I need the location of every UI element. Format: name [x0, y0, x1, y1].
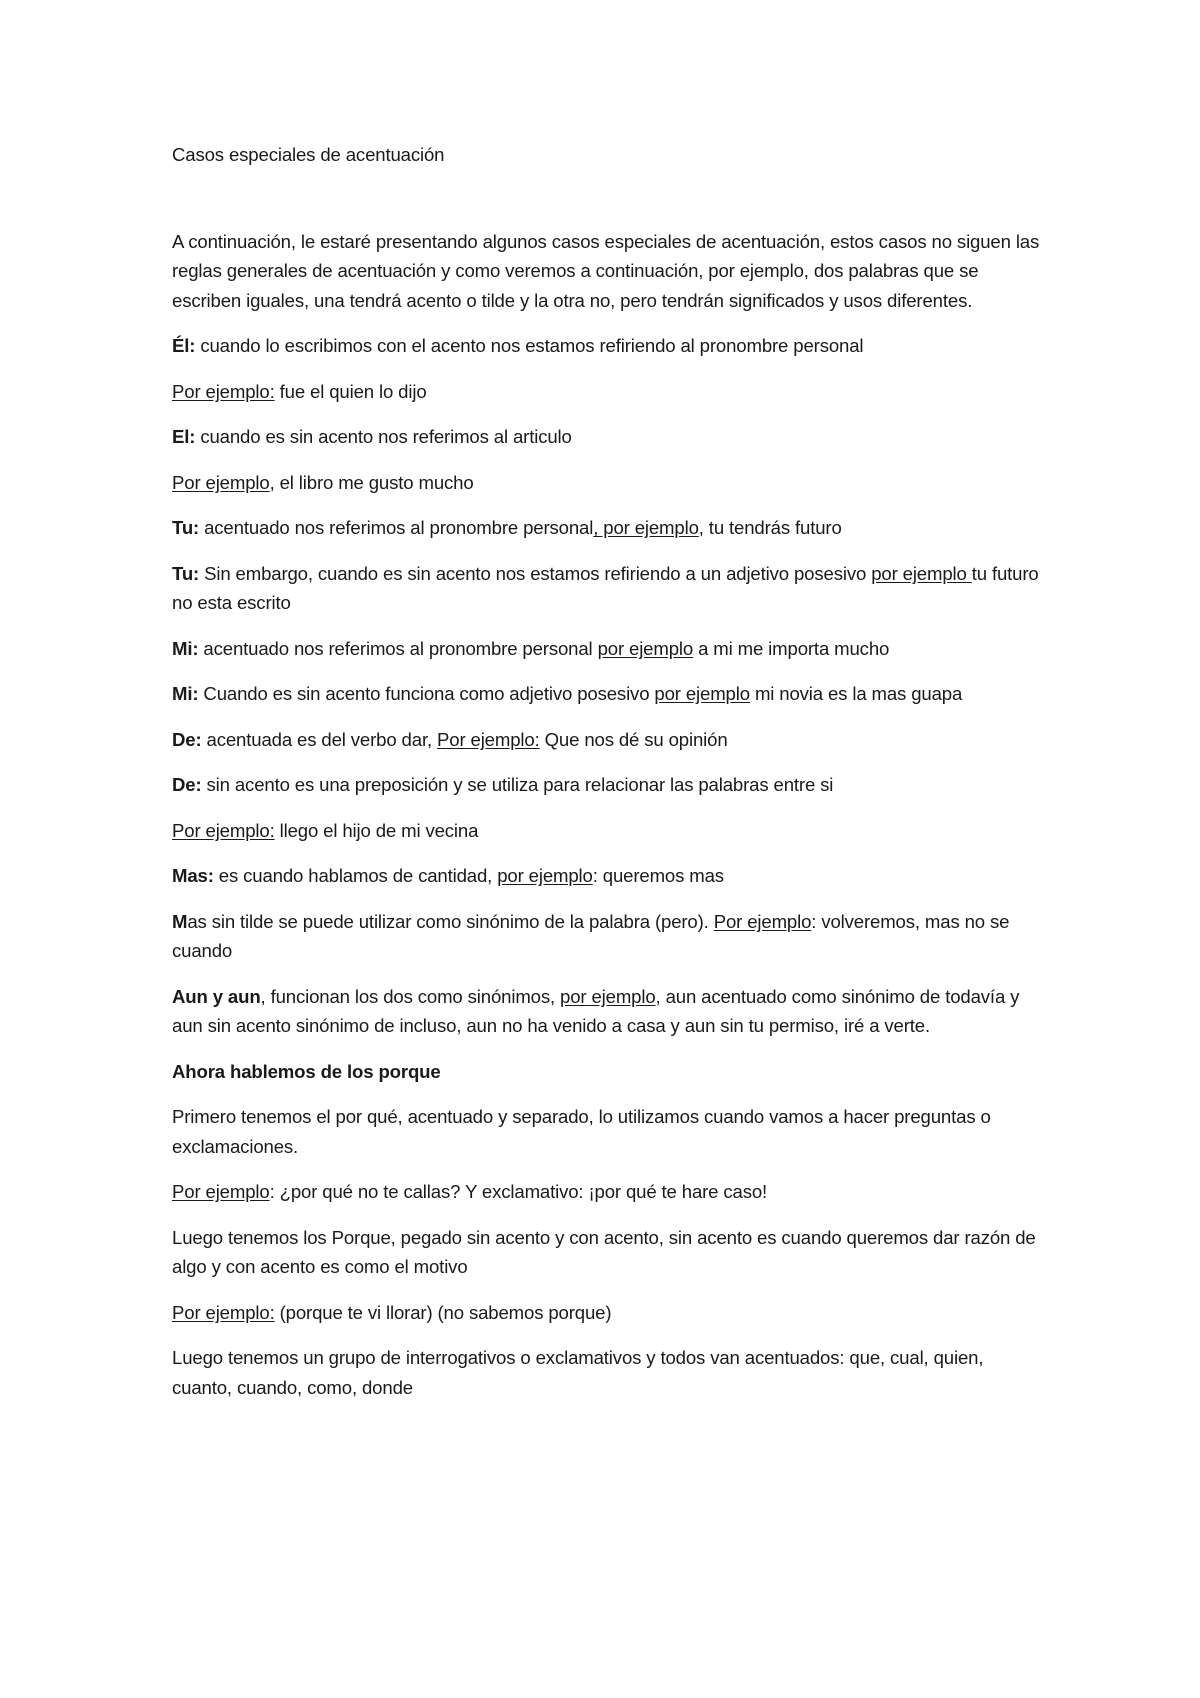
el-example [172, 468, 1042, 498]
porque-heading: Ahora hablemos de los porque [172, 1060, 441, 1082]
el-accented-definition [172, 331, 1042, 361]
example-text: llego el hijo de mi vecina [274, 819, 479, 841]
example-label: Por ejemplo [172, 1181, 270, 1202]
example-text: Que nos dé su opinión [539, 728, 728, 750]
example-label: por ejemplo [560, 985, 656, 1007]
term: De: [172, 774, 202, 795]
example-text: , aun acentuado como sinónimo de todavía y aun sin acento sinónimo de incluso, aun no ha venido a casa y aun sin tu permiso, iré a verte. [172, 985, 1020, 1036]
example-text: : volveremos, mas no se cuando [172, 910, 1010, 961]
document-page [172, 140, 1042, 1418]
definition-text: sin acento es una preposición y se utiliza para relacionar las palabras entre si [201, 774, 834, 795]
definition-text: , funcionan los dos como sinónimos, [260, 985, 561, 1007]
definition-text: es cuando hablamos de cantidad, [213, 865, 498, 886]
term: Mas: [172, 865, 214, 886]
example-label: por ejemplo [597, 637, 694, 659]
mi-accented-definition [172, 634, 1042, 664]
el-accented-example [172, 377, 1042, 407]
example-label: por ejemplo [654, 683, 750, 704]
porque-joined-paragraph: Luego tenemos los Porque, pegado sin acento y con acento, sin acento es cuando queremos dar razón de algo y con acento es como el motivo [172, 1226, 1036, 1277]
definition-text: acentuado nos referimos al pronombre personal [198, 637, 598, 659]
definition-text: cuando lo escribimos con el acento nos estamos refiriendo al pronombre personal [195, 335, 864, 356]
example-text: (porque te vi llorar) (no sabemos porque) [274, 1301, 612, 1323]
example-text: fue el quien lo dijo [274, 380, 427, 402]
definition-text: Sin embargo, cuando es sin acento nos estamos refiriendo a un adjetivo posesivo [199, 562, 872, 584]
porque-joined-example [172, 1298, 1042, 1328]
term: M [172, 910, 188, 932]
term: Mi: [172, 637, 199, 659]
example-text: , el libro me gusto mucho [269, 471, 474, 493]
term: Mi: [172, 683, 199, 704]
porque-separated-paragraph: Primero tenemos el por qué, acentuado y separado, lo utilizamos cuando vamos a hacer preguntas o exclamaciones. [172, 1106, 991, 1157]
document-title: Casos especiales de acentuación [172, 144, 445, 165]
term: Tu: [172, 562, 200, 584]
example-text: mi novia es la mas guapa [749, 683, 963, 704]
example-label: Por ejemplo: [172, 819, 275, 841]
definition-text: Cuando es sin acento funciona como adjetivo posesivo [198, 683, 655, 704]
example-label: Por ejemplo: [172, 1301, 275, 1323]
intro-paragraph: A continuación, le estaré presentando algunos casos especiales de acentuación, estos casos no siguen las reglas generales de acentuación y como veremos a continuación, por ejemplo, dos palabras que se escriben iguales, una tendrá acento o tilde y la otra no, pero tendrán significados y usos diferentes. [172, 230, 1040, 311]
example-label: Por ejemplo: [437, 728, 540, 750]
example-label: Por ejemplo [172, 471, 270, 493]
el-definition [172, 422, 1042, 452]
porque-separated-example [172, 1177, 1042, 1207]
term: De: [172, 728, 202, 750]
de-definition [172, 770, 1042, 800]
mi-definition [172, 679, 1042, 709]
mas-definition [172, 907, 1042, 966]
term: Él: [172, 335, 196, 356]
example-text: a mi me importa mucho [693, 637, 890, 659]
example-label: Por ejemplo: [172, 380, 275, 402]
definition-text: as sin tilde se puede utilizar como sinónimo de la palabra (pero). [187, 910, 714, 932]
example-text: : ¿por qué no te callas? Y exclamativo: ¡por qué te hare caso! [269, 1181, 768, 1202]
example-label: por ejemplo [871, 562, 972, 584]
tu-definition [172, 559, 1042, 618]
aun-definition [172, 982, 1042, 1041]
definition-text: acentuado nos referimos al pronombre personal [199, 517, 594, 538]
de-example [172, 816, 1042, 846]
example-text: : queremos mas [592, 865, 724, 886]
example-label: por ejemplo [497, 865, 593, 886]
example-text: , tu tendrás futuro [698, 517, 842, 538]
definition-text: acentuada es del verbo dar, [201, 728, 437, 750]
mas-accented-definition [172, 861, 1042, 891]
example-text: tu futuro no esta escrito [172, 562, 1039, 613]
example-label: Por ejemplo [713, 910, 812, 932]
example-label: , por ejemplo [593, 517, 699, 538]
term: Tu: [172, 517, 200, 538]
de-accented-definition [172, 725, 1042, 755]
interrogativos-paragraph: Luego tenemos un grupo de interrogativos o exclamativos y todos van acentuados: que, cual, quien, cuanto, cuando, como, donde [172, 1347, 984, 1398]
term: Aun y aun [172, 985, 261, 1007]
definition-text: cuando es sin acento nos referimos al articulo [195, 426, 572, 447]
term: El: [172, 426, 196, 447]
tu-accented-definition [172, 513, 1042, 543]
